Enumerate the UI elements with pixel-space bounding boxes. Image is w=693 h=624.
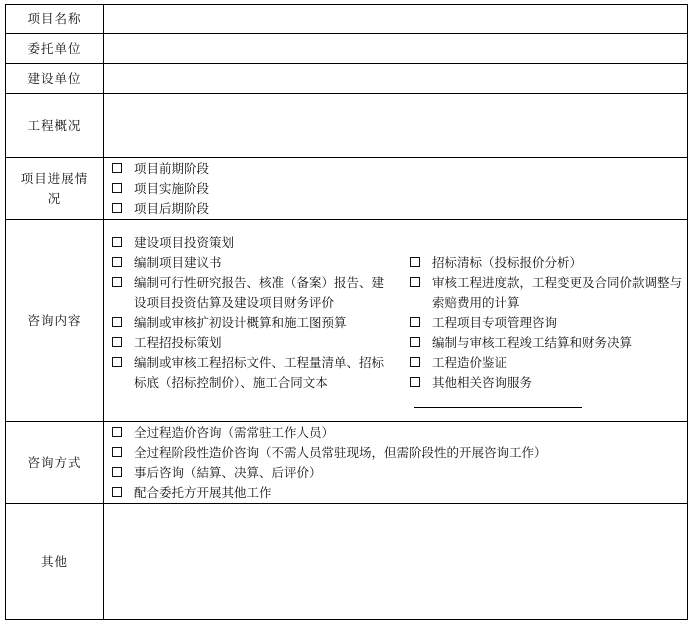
row-project-name (6, 5, 688, 34)
label-other: 其他 (6, 504, 104, 620)
content-option[interactable]: 工程项目专项管理咨询 (408, 313, 687, 333)
consulting-request-form (5, 4, 688, 620)
progress-options (104, 158, 688, 220)
content-left-column (104, 253, 398, 408)
checkbox-icon[interactable] (112, 467, 122, 477)
method-option[interactable]: 事后咨询（結算、决算、后评价） (110, 463, 687, 483)
content-option[interactable]: 编制或审核工程招标文件、工程量清单、招标标底（招标控制价）、施工合同文本 (110, 353, 394, 393)
label-project-name: 项目名称 (6, 5, 104, 34)
label-builder: 建设单位 (6, 64, 104, 94)
method-option[interactable]: 配合委托方开展其他工作 (110, 483, 687, 503)
progress-option[interactable]: 项目后期阶段 (110, 199, 687, 219)
checkbox-icon[interactable] (410, 257, 420, 267)
checkbox-icon[interactable] (410, 357, 420, 367)
checkbox-icon[interactable] (410, 317, 420, 327)
checkbox-icon[interactable] (410, 337, 420, 347)
checkbox-icon[interactable] (112, 487, 122, 497)
row-builder (6, 64, 688, 94)
other-services-blank[interactable] (414, 397, 582, 408)
row-client (6, 34, 688, 64)
checkbox-icon[interactable] (112, 203, 122, 213)
overview-field[interactable] (104, 94, 688, 158)
content-option[interactable]: 编制可行性研究报告、核准（备案）报告、建设项目投资估算及建设项目财务评价 (110, 273, 394, 313)
content-option[interactable]: 其他相关咨询服务 (408, 373, 687, 393)
checkbox-icon[interactable] (410, 277, 420, 287)
client-field[interactable] (104, 34, 688, 64)
label-progress (6, 158, 104, 220)
method-option[interactable]: 全过程造价咨询（需常驻工作人员） (110, 423, 687, 443)
row-other (6, 504, 688, 620)
content-option[interactable]: 审核工程进度款，工程变更及合同价款调整与索赔费用的计算 (408, 273, 687, 313)
content-option[interactable]: 工程造价鉴证 (408, 353, 687, 373)
content-right-column (398, 253, 687, 408)
row-method (6, 422, 688, 504)
checkbox-icon[interactable] (112, 317, 122, 327)
row-overview (6, 94, 688, 158)
checkbox-icon[interactable] (112, 237, 122, 247)
checkbox-icon[interactable] (112, 447, 122, 457)
checkbox-icon[interactable] (112, 163, 122, 173)
content-option[interactable]: 招标清标（投标报价分析） (408, 253, 687, 273)
checkbox-icon[interactable] (410, 377, 420, 387)
method-option[interactable]: 全过程阶段性造价咨询（不需人员常驻现场，但需阶段性的开展咨询工作） (110, 443, 687, 463)
label-content: 咨询内容 (6, 220, 104, 422)
content-option[interactable]: 编制与审核工程竣工结算和财务决算 (408, 333, 687, 353)
label-client: 委托单位 (6, 34, 104, 64)
other-field[interactable] (104, 504, 688, 620)
checkbox-icon[interactable] (112, 357, 122, 367)
checkbox-icon[interactable] (112, 427, 122, 437)
checkbox-icon[interactable] (112, 337, 122, 347)
label-method: 咨询方式 (6, 422, 104, 504)
checkbox-icon[interactable] (112, 183, 122, 193)
checkbox-icon[interactable] (112, 277, 122, 287)
progress-option[interactable]: 项目实施阶段 (110, 179, 687, 199)
content-columns (104, 253, 687, 408)
label-overview: 工程概况 (6, 94, 104, 158)
row-progress (6, 158, 688, 220)
project-name-field[interactable] (104, 5, 688, 34)
content-option[interactable]: 建设项目投资策划 (110, 233, 687, 253)
method-options (104, 422, 688, 504)
content-option[interactable]: 编制或审核扩初设计概算和施工图预算 (110, 313, 394, 333)
checkbox-icon[interactable] (112, 257, 122, 267)
content-options (104, 220, 688, 422)
row-content (6, 220, 688, 422)
label-progress-text: 项目进展情况 (20, 170, 89, 206)
progress-option[interactable]: 项目前期阶段 (110, 159, 687, 179)
content-option[interactable]: 工程招投标策划 (110, 333, 394, 353)
builder-field[interactable] (104, 64, 688, 94)
content-option[interactable]: 编制项目建议书 (110, 253, 394, 273)
